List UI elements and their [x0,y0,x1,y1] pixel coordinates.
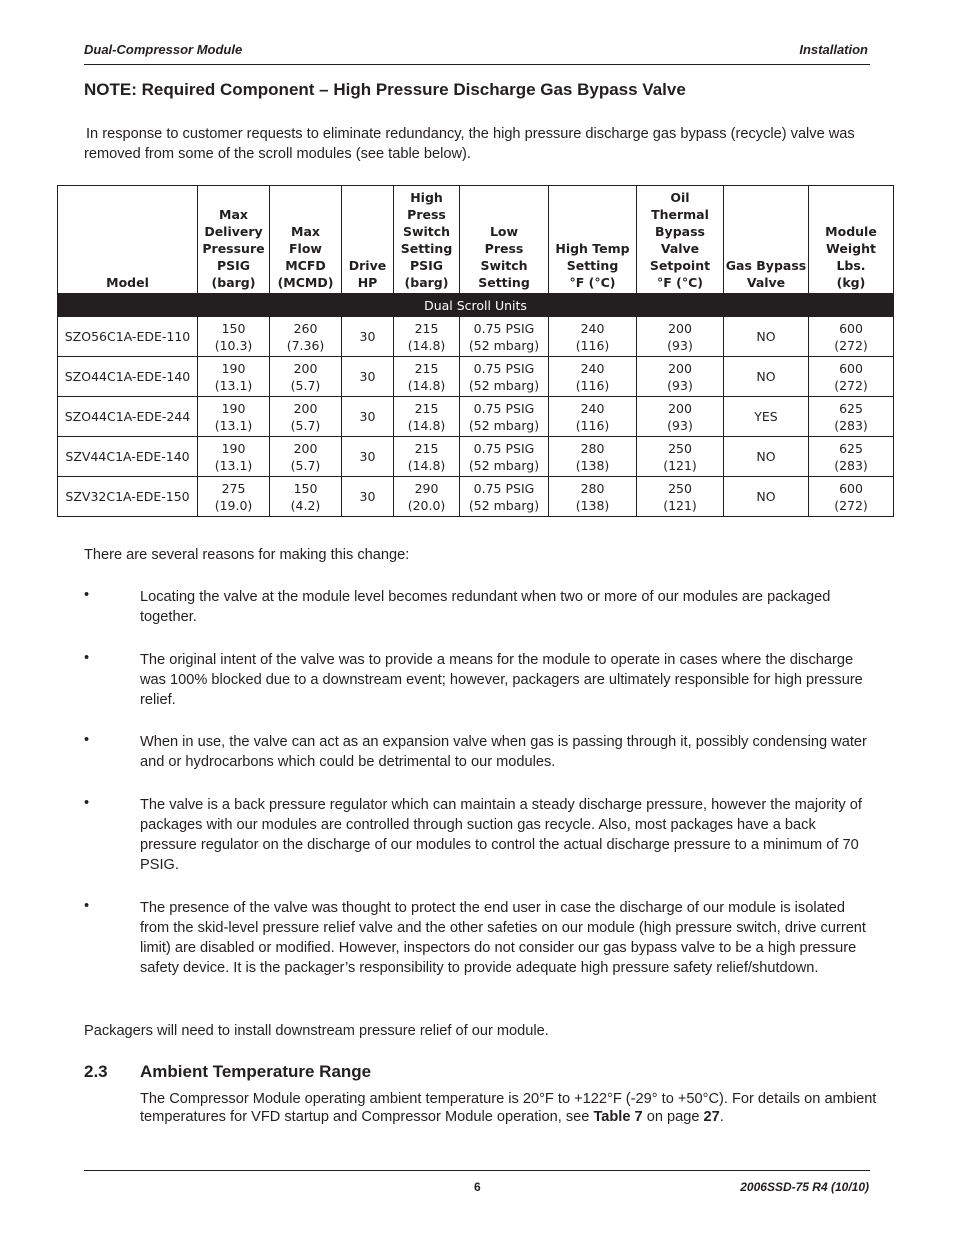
bullet-item-text: The valve is a back pressure regulator which can maintain a steady discharge pressure, however the majority of packages with our modules are controlled through suction gas recycle. Also, most packages have a back pressure regulator on the discharge of our modules to control the actual discharge pressure to a minimum of 70 PSIG. [140,797,862,873]
section-body-text: The Compressor Module operating ambient temperature is 20°F to +122°F (-29° to +50°C). For details on ambient temperatures for VFD startup and Compressor Module operation, see [140,1091,877,1125]
bullet-item-text: The presence of the valve was thought to protect the end user in case the discharge of our module is isolated from the skid-level pressure relief valve and the other safeties on our module (high pressure switch, drive current limit) are disabled or modified. However, inspectors do not consider our gas bypass valve to be a high pressure safety device. It is the packager’s responsibility to provide adequate high pressure safety relief/shutdown. [140,900,866,976]
cell-line: 280 [580,480,605,496]
cell-line: 275 [221,480,246,496]
model-cell [58,317,198,357]
table-cell [460,477,549,517]
document-id: 2006SSD-75 R4 (10/10) [740,1180,869,1194]
bullet-marker: • [84,650,90,666]
cell-line: 30 [359,329,376,344]
table-cell [394,357,460,397]
cell-line: 600 [839,320,863,336]
section-body-text-mid: on page [642,1109,704,1125]
cell-line: (14.8) [407,417,446,433]
table-cell [809,437,894,477]
footer-rule [84,1170,870,1171]
table-cell [394,397,460,437]
column-header-line: °F (°C) [657,275,703,290]
scroll-module-spec-table [57,185,894,517]
cell-line: 625 [839,440,863,456]
table-cell [637,357,724,397]
cell-line: NO [756,449,776,464]
table-cell [342,397,394,437]
table-cell [809,397,894,437]
cell-line: (20.0) [407,497,446,513]
table-cell [394,437,460,477]
column-header-line: Flow [289,241,322,256]
cell-line: 200 [668,400,692,416]
bullet-marker: • [84,795,90,811]
group-label: Dual Scroll Units [58,294,894,317]
cell-line: (52 mbarg) [468,417,540,433]
column-header-line: Module [825,224,877,239]
cell-line: SZV32C1A-EDE-150 [65,489,190,504]
cell-line: (283) [834,417,868,433]
column-header-line: Drive [348,258,387,273]
cell-line: 215 [414,440,439,456]
cell-line: SZV44C1A-EDE-140 [65,449,190,464]
cell-line: (138) [575,497,610,513]
cell-line: (52 mbarg) [468,497,540,513]
cell-line: 0.75 PSIG [473,480,535,496]
cell-line: (4.2) [290,497,321,513]
column-header [549,186,637,294]
cell-line: (272) [834,377,868,393]
column-header-line: Setting [478,275,530,290]
table-cell [198,397,270,437]
column-header-line: MCFD [285,258,326,273]
cell-line: (14.8) [407,377,446,393]
column-header [58,186,198,294]
column-header-line: High [410,190,443,205]
cell-line: 625 [839,400,863,416]
column-header-line: Setting [566,258,619,273]
column-header-line: PSIG [409,258,444,273]
table-cell [724,437,809,477]
cell-line: YES [754,409,778,424]
column-header-line: Low [489,224,519,239]
cell-line: 260 [293,320,318,336]
table-cell [549,477,637,517]
cell-line: (5.7) [290,457,321,473]
table-group-row [58,294,894,317]
column-header [460,186,549,294]
table-cell [270,357,342,397]
column-header-line: °F (°C) [569,275,616,290]
table-header-row [58,186,894,294]
cell-line: 240 [580,320,605,336]
cell-line: (19.0) [214,497,253,513]
table-cell [637,397,724,437]
column-header-line: Model [106,275,149,290]
table-cell [637,477,724,517]
cell-line: (116) [575,377,610,393]
cell-line: 30 [359,409,376,424]
cell-line: 30 [359,369,376,384]
cell-line: (13.1) [214,417,253,433]
table-cell [270,477,342,517]
model-cell [58,357,198,397]
bullet-marker: • [84,898,90,914]
cell-line: (93) [667,417,693,433]
cell-line: 215 [414,320,439,336]
column-header [809,186,894,294]
table-cell [809,357,894,397]
column-header-line: Switch [402,224,451,239]
table-cell [549,397,637,437]
cell-line: 150 [221,320,246,336]
column-header-line: (barg) [404,275,449,290]
page-reference-link[interactable]: 27 [703,1109,720,1125]
bullet-item-text: The original intent of the valve was to provide a means for the module to operate in cases where the discharge was 100% blocked due to a downstream event; however, packagers are ultimately responsible for high pressure relief. [140,652,863,708]
column-header-line: Press [484,241,524,256]
cell-line: (52 mbarg) [468,377,540,393]
cell-line: 0.75 PSIG [473,320,535,336]
column-header-line: Weight [826,241,876,256]
cell-line: (116) [575,337,610,353]
table-reference-link[interactable]: Table 7 [593,1109,643,1125]
closing-paragraph: Packagers will need to install downstream pressure relief of our module. [84,1023,549,1039]
table-body [58,294,894,517]
cell-line: (121) [663,457,697,473]
reasons-intro: There are several reasons for making this change: [84,547,410,563]
table-cell [809,317,894,357]
cell-line: (13.1) [214,457,253,473]
section-body-end: . [719,1109,724,1125]
table-row [58,357,894,397]
cell-line: 240 [580,400,605,416]
table-cell [809,477,894,517]
table-cell [637,317,724,357]
table-row [58,437,894,477]
column-header-line: Max [219,207,248,222]
cell-line: (121) [663,497,697,513]
table-cell [460,437,549,477]
column-header-line: Switch [480,258,528,273]
cell-line: 200 [293,400,318,416]
cell-line: SZO44C1A-EDE-140 [64,369,191,384]
table-cell [198,477,270,517]
cell-line: (272) [834,337,868,353]
column-header-line: (MCMD) [277,275,334,290]
column-header-line: HP [357,275,378,290]
column-header [637,186,724,294]
intro-paragraph: In response to customer requests to eliminate redundancy, the high pressure discharge gas bypass (recycle) valve was removed from some of the scroll modules (see table below). [84,126,855,162]
column-header-line: Bypass [655,224,705,239]
cell-line: 215 [414,400,439,416]
cell-line: 240 [580,360,605,376]
table-cell [270,317,342,357]
table-cell [637,437,724,477]
page-number: 6 [474,1180,481,1194]
cell-line: (13.1) [214,377,253,393]
column-header-line: Valve [660,241,700,256]
header-rule [84,64,870,65]
cell-line: 280 [580,440,605,456]
cell-line: 215 [414,360,439,376]
table-cell [724,477,809,517]
table-cell [549,437,637,477]
column-header [198,186,270,294]
table-cell [270,437,342,477]
column-header [270,186,342,294]
cell-line: 250 [668,440,692,456]
table-row [58,317,894,357]
bullet-marker: • [84,732,90,748]
cell-line: (116) [575,417,610,433]
cell-line: NO [756,369,776,384]
cell-line: (52 mbarg) [468,457,540,473]
cell-line: 0.75 PSIG [473,360,535,376]
table-cell [198,357,270,397]
column-header-line: Delivery [204,224,263,239]
cell-line: 200 [668,320,692,336]
cell-line: (283) [834,457,868,473]
table-cell [342,477,394,517]
cell-line: 600 [839,360,863,376]
cell-line: 30 [359,489,376,504]
table-cell [549,317,637,357]
cell-line: (14.8) [407,337,446,353]
running-header-right: Installation [799,42,868,57]
column-header [342,186,394,294]
table-cell [198,317,270,357]
column-header-line: PSIG [216,258,251,273]
table-cell [270,397,342,437]
cell-line: SZO44C1A-EDE-244 [64,409,191,424]
column-header-line: Pressure [202,241,265,256]
table-cell [198,437,270,477]
cell-line: (5.7) [290,377,321,393]
table-cell [394,317,460,357]
cell-line: 0.75 PSIG [473,440,535,456]
table-cell [342,357,394,397]
table-row [58,397,894,437]
cell-line: 600 [839,480,863,496]
cell-line: 0.75 PSIG [473,400,535,416]
section-title: Ambient Temperature Range [140,1062,372,1081]
table-cell [549,357,637,397]
cell-line: NO [756,329,776,344]
column-header-line: High Temp [555,241,630,256]
table-cell [724,357,809,397]
cell-line: 190 [221,400,246,416]
column-header-line: Lbs. [836,258,866,273]
cell-line: 150 [293,480,318,496]
column-header-line: Max [291,224,320,239]
column-header-line: Setpoint [649,258,711,273]
column-header-line: Thermal [651,207,709,222]
cell-line: (10.3) [214,337,253,353]
column-header-line: Valve [746,275,786,290]
column-header-line: Press [407,207,446,222]
section-body [140,1090,880,1126]
table-cell [394,477,460,517]
table-cell [460,397,549,437]
cell-line: 290 [414,480,439,496]
section-number: 2.3 [84,1062,108,1081]
cell-line: 190 [221,440,246,456]
cell-line: 200 [293,440,318,456]
column-header-line: Setting [400,241,453,256]
column-header [724,186,809,294]
cell-line: 190 [221,360,246,376]
table-cell [460,357,549,397]
cell-line: 30 [359,449,376,464]
model-cell [58,397,198,437]
cell-line: SZO56C1A-EDE-110 [64,329,191,344]
table-cell [724,317,809,357]
table-cell [342,317,394,357]
table-row [58,477,894,517]
note-title: NOTE: Required Component – High Pressure Discharge Gas Bypass Valve [84,80,686,99]
running-header-left: Dual-Compressor Module [84,42,243,57]
cell-line: (52 mbarg) [468,337,540,353]
cell-line: (5.7) [290,417,321,433]
cell-line: 200 [668,360,692,376]
cell-line: 250 [668,480,692,496]
table-cell [724,397,809,437]
cell-line: (7.36) [286,337,325,353]
table-cell [460,317,549,357]
model-cell [58,477,198,517]
bullet-item-text: When in use, the valve can act as an expansion valve when gas is passing through it, possibly condensing water and or hydrocarbons which could be detrimental to our modules. [140,734,867,770]
cell-line: (93) [667,377,693,393]
table-cell [342,437,394,477]
column-header-line: (barg) [211,275,256,290]
column-header-line: Gas Bypass [725,258,807,273]
bullet-marker: • [84,587,90,603]
column-header-line: (kg) [836,275,866,290]
model-cell [58,437,198,477]
cell-line: (138) [575,457,610,473]
bullet-item-text: Locating the valve at the module level becomes redundant when two or more of our modules are packaged together. [140,589,831,625]
cell-line: NO [756,489,776,504]
cell-line: (14.8) [407,457,446,473]
cell-line: (93) [667,337,693,353]
column-header [394,186,460,294]
cell-line: 200 [293,360,318,376]
cell-line: (272) [834,497,868,513]
column-header-line: Oil [670,190,690,205]
